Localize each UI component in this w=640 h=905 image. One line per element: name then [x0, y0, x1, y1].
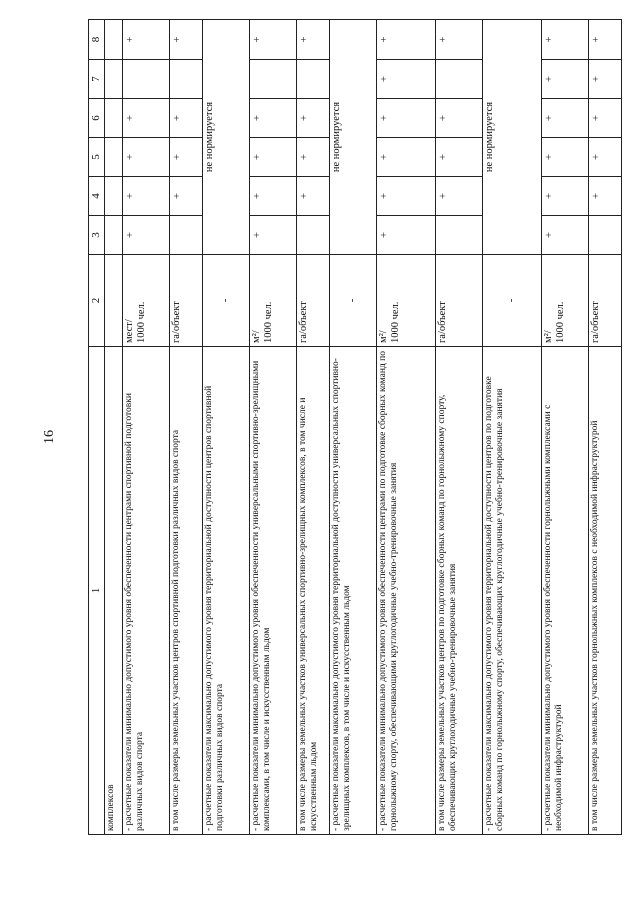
- unit-line: 1000 чел.: [390, 301, 402, 343]
- column-header: 1: [89, 347, 105, 835]
- column-header: 7: [89, 60, 105, 99]
- table-row: [329, 20, 376, 835]
- row-unit: [122, 255, 169, 347]
- mark-cell: +: [588, 177, 621, 216]
- row-description: в том числе размеры земельных участков универсальных спортивно-зрелищных комплексов, в том числе и искусственным льдом: [296, 347, 329, 835]
- mark-cell: +: [541, 60, 588, 99]
- mark-cell: +: [435, 99, 482, 138]
- table-header-row: [89, 20, 105, 835]
- mark-cell: +: [296, 99, 329, 138]
- row-description: - расчетные показатели максимально допустимого уровня территориальной доступности центров по подготовке сборных команд по горнолыжному спорту, обеспечивающих круглогодичные учебно-тренировочные занятия: [482, 347, 541, 835]
- row-unit: [541, 255, 588, 347]
- mark-cell: +: [122, 20, 169, 60]
- table-row: [249, 20, 296, 835]
- table-row: [296, 20, 329, 835]
- mark-cell: [104, 177, 122, 216]
- row-unit: [296, 255, 329, 347]
- mark-cell: +: [435, 20, 482, 60]
- row-description: - расчетные показатели максимально допустимого уровня территориальной доступности универсальных спортивно-зрелищных комплексов, в том числе и искусственным льдом: [329, 347, 376, 835]
- mark-cell: [249, 60, 296, 99]
- mark-cell: +: [169, 177, 202, 216]
- unit-line: 1000 чел.: [263, 301, 275, 343]
- page-number: 16: [42, 430, 57, 444]
- row-description: - расчетные показатели минимально допустимого уровня обеспеченности центрами по подготовке сборных команд по горнолыжному спорту, обеспечивающими круглогодичные учебно-тренировочные занятия: [376, 347, 435, 835]
- unit-line: м²/: [377, 330, 389, 343]
- unit-line: м²/: [250, 330, 262, 343]
- unit-line: -: [219, 298, 231, 303]
- mark-cell: +: [376, 138, 435, 177]
- unit-line: мест/: [123, 319, 135, 343]
- mark-cell: [104, 216, 122, 255]
- mark-cell: +: [122, 138, 169, 177]
- mark-cell: +: [249, 20, 296, 60]
- column-header: 6: [89, 99, 105, 138]
- table-row: [588, 20, 621, 835]
- mark-cell: [104, 60, 122, 99]
- table-row: [202, 20, 249, 835]
- mark-cell: +: [296, 177, 329, 216]
- row-unit: [435, 255, 482, 347]
- mark-cell: +: [376, 177, 435, 216]
- mark-cell: [169, 60, 202, 99]
- mark-cell: [104, 99, 122, 138]
- row-unit: [249, 255, 296, 347]
- unit-line: 1000 чел.: [136, 301, 148, 343]
- row-unit: [376, 255, 435, 347]
- unit-line: га/объект: [297, 301, 309, 343]
- mark-cell: +: [376, 20, 435, 60]
- mark-cell: +: [376, 99, 435, 138]
- mark-cell: +: [249, 99, 296, 138]
- mark-cell: +: [249, 138, 296, 177]
- column-header: 3: [89, 216, 105, 255]
- mark-cell: +: [296, 138, 329, 177]
- mark-cell: +: [541, 99, 588, 138]
- table-row: [122, 20, 169, 835]
- row-unit: [482, 255, 541, 347]
- mark-cell: +: [122, 99, 169, 138]
- mark-cell: +: [296, 20, 329, 60]
- table-row: [169, 20, 202, 835]
- mark-cell: +: [435, 177, 482, 216]
- mark-cell: +: [169, 20, 202, 60]
- row-description: - расчетные показатели максимально допустимого уровня территориальной доступности центров спортивной подготовки различных видов спорта: [202, 347, 249, 835]
- unit-line: -: [505, 298, 517, 303]
- row-description: в том числе размеры земельных участков центров спортивной подготовки различных видов спорта: [169, 347, 202, 835]
- mark-cell: +: [169, 138, 202, 177]
- not-normalized-cell: не нормируется: [329, 20, 376, 255]
- mark-cell: +: [376, 60, 435, 99]
- table-row: [482, 20, 541, 835]
- not-normalized-cell: не нормируется: [482, 20, 541, 255]
- row-unit: [169, 255, 202, 347]
- mark-cell: [169, 216, 202, 255]
- table-row: [435, 20, 482, 835]
- row-description: - расчетные показатели минимально допустимого уровня обеспеченности универсальными спортивно-зрелищными комплексами, в том числе и искусственным льдом: [249, 347, 296, 835]
- mark-cell: +: [435, 138, 482, 177]
- table-container: [88, 20, 602, 835]
- unit-line: м²/: [542, 330, 554, 343]
- mark-cell: [104, 138, 122, 177]
- row-unit: [202, 255, 249, 347]
- mark-cell: [296, 216, 329, 255]
- mark-cell: [296, 60, 329, 99]
- row-description: в том числе размеры земельных участков центров по подготовке сборных команд по горнолыжному спорту, обеспечивающих круглогодичные учебно-тренировочные занятия: [435, 347, 482, 835]
- mark-cell: +: [122, 216, 169, 255]
- mark-cell: +: [122, 177, 169, 216]
- unit-line: га/объект: [589, 301, 601, 343]
- table-row: [376, 20, 435, 835]
- row-description: комплексов: [104, 347, 122, 835]
- norms-table: [88, 19, 622, 835]
- row-unit: [104, 255, 122, 347]
- mark-cell: [122, 60, 169, 99]
- mark-cell: [435, 216, 482, 255]
- mark-cell: [435, 60, 482, 99]
- row-description: - расчетные показатели минимально допустимого уровня обеспеченности горнолыжными комплексами с необходимой инфраструктурой: [541, 347, 588, 835]
- row-description: в том числе размеры земельных участков горнолыжных комплексов с необходимой инфраструктурой: [588, 347, 621, 835]
- table-row: [541, 20, 588, 835]
- not-normalized-cell: не нормируется: [202, 20, 249, 255]
- row-description: - расчетные показатели минимально допустимого уровня обеспеченности центрами спортивной подготовки различных видов спорта: [122, 347, 169, 835]
- mark-cell: [588, 216, 621, 255]
- mark-cell: +: [541, 138, 588, 177]
- mark-cell: +: [541, 177, 588, 216]
- mark-cell: +: [376, 216, 435, 255]
- row-unit: [588, 255, 621, 347]
- column-header: 4: [89, 177, 105, 216]
- mark-cell: +: [541, 20, 588, 60]
- unit-line: -: [346, 298, 358, 303]
- row-unit: [329, 255, 376, 347]
- mark-cell: +: [588, 99, 621, 138]
- mark-cell: +: [588, 138, 621, 177]
- table-row: [104, 20, 122, 835]
- unit-line: га/объект: [170, 301, 182, 343]
- mark-cell: [104, 20, 122, 60]
- mark-cell: +: [588, 20, 621, 60]
- unit-line: 1000 чел.: [555, 301, 567, 343]
- mark-cell: +: [249, 177, 296, 216]
- column-header: 2: [89, 255, 105, 347]
- mark-cell: +: [541, 216, 588, 255]
- mark-cell: +: [588, 60, 621, 99]
- column-header: 8: [89, 20, 105, 60]
- column-header: 5: [89, 138, 105, 177]
- unit-line: га/объект: [436, 301, 448, 343]
- mark-cell: +: [169, 99, 202, 138]
- mark-cell: +: [249, 216, 296, 255]
